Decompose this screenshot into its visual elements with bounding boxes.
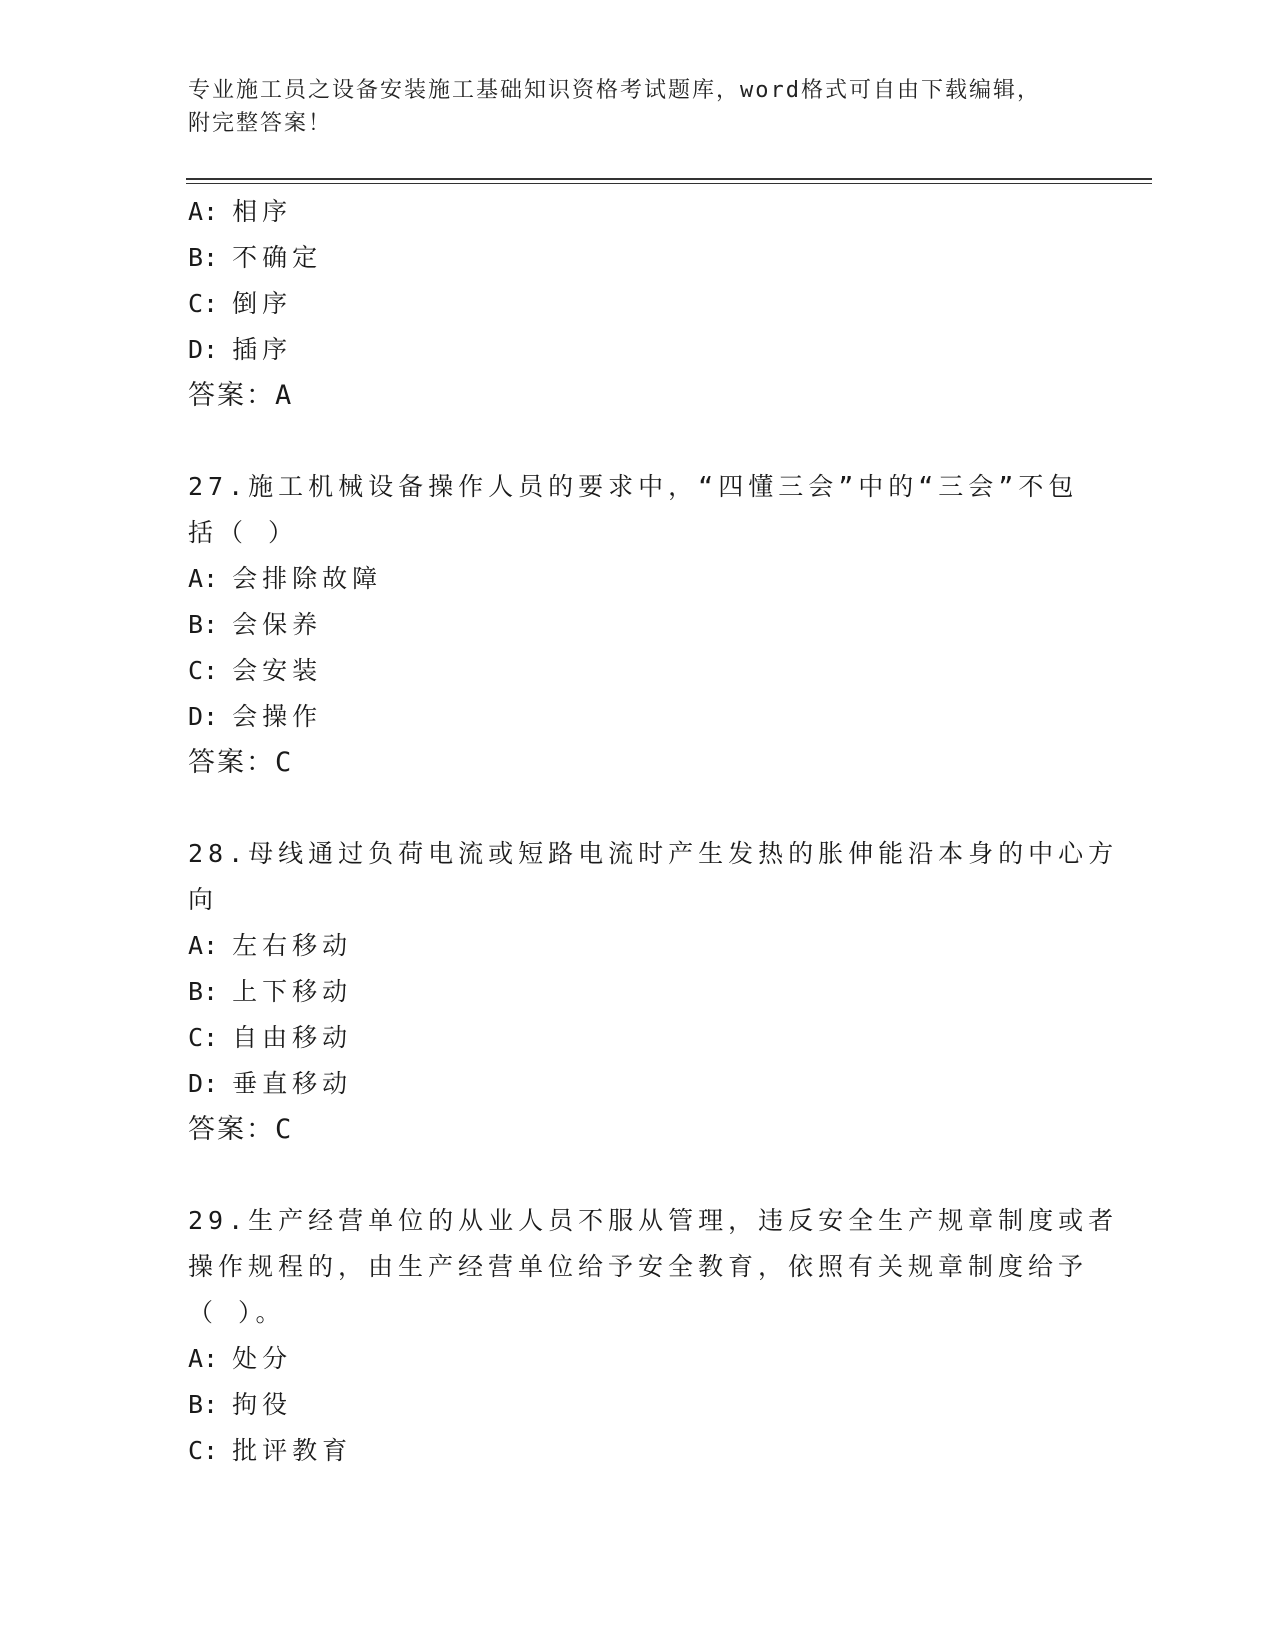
option-d: D: 插序 xyxy=(188,335,293,364)
option-c: C: 自由移动 xyxy=(188,1023,353,1052)
question-text-line: 操作规程的，由生产经营单位给予安全教育，依照有关规章制度给予 xyxy=(188,1252,1089,1281)
option-b: B: 拘役 xyxy=(188,1390,293,1419)
question-28 xyxy=(188,831,1119,1153)
answer-line: 答案：C xyxy=(188,1114,294,1145)
spacer xyxy=(188,1153,1088,1198)
option-c: C: 批评教育 xyxy=(188,1436,353,1465)
option-d: D: 会操作 xyxy=(188,702,323,731)
header-rule-thin xyxy=(186,183,1152,184)
question-content xyxy=(188,189,1119,1474)
question-29 xyxy=(188,1198,1119,1474)
question-text-line: 28.母线通过负荷电流或短路电流时产生发热的胀伸能沿本身的中心方 xyxy=(188,839,1119,868)
option-c: C: 倒序 xyxy=(188,289,293,318)
option-b: B: 不确定 xyxy=(188,243,323,272)
header-line-1: 专业施工员之设备安装施工基础知识资格考试题库，word格式可自由下载编辑， xyxy=(188,78,1041,103)
spacer xyxy=(188,419,1088,464)
document-header xyxy=(188,74,1068,140)
option-a: A: 处分 xyxy=(188,1344,293,1373)
question-text-line: （ ）。 xyxy=(188,1298,286,1327)
option-a: A: 会排除故障 xyxy=(188,564,383,593)
option-a: A: 左右移动 xyxy=(188,931,353,960)
option-a: A: 相序 xyxy=(188,197,293,226)
question-26-options xyxy=(188,189,1088,419)
answer-line: 答案：C xyxy=(188,747,294,778)
question-text-line: 向 xyxy=(188,885,219,914)
question-27 xyxy=(188,464,1088,786)
spacer xyxy=(188,786,1088,831)
option-b: B: 上下移动 xyxy=(188,977,353,1006)
answer-line: 答案：A xyxy=(188,380,294,411)
header-rule-thick xyxy=(186,178,1152,180)
option-b: B: 会保养 xyxy=(188,610,323,639)
question-text-line: 29.生产经营单位的从业人员不服从管理，违反安全生产规章制度或者 xyxy=(188,1206,1119,1235)
option-c: C: 会安装 xyxy=(188,656,323,685)
option-d: D: 垂直移动 xyxy=(188,1069,353,1098)
header-line-2: 附完整答案！ xyxy=(188,111,333,136)
question-text-line: 括（ ） xyxy=(188,518,299,547)
question-text-line: 27.施工机械设备操作人员的要求中，“四懂三会”中的“三会”不包 xyxy=(188,472,1079,501)
